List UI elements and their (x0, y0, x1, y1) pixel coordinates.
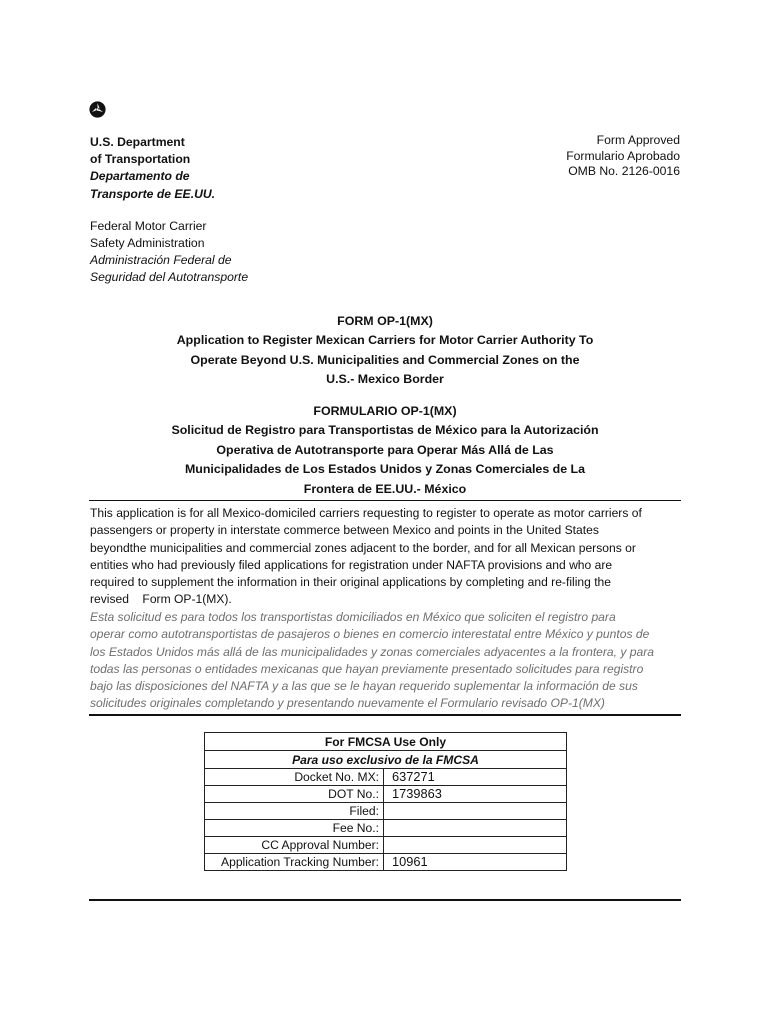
desc-en-line: revised Form OP-1(MX). (90, 592, 232, 607)
admin-en-line2: Safety Administration (90, 236, 205, 251)
desc-en-line: entities who had previously filed applications for registration under NAFTA provisions and who are (90, 557, 613, 572)
docket-value[interactable]: 637271 (384, 769, 567, 786)
divider-top (89, 500, 681, 501)
divider-bottom (89, 899, 681, 901)
title-en-line2: Operate Beyond U.S. Municipalities and Commercial Zones on the (190, 352, 580, 367)
title-es-line2: Operativa de Autotransporte para Operar Más Allá de Las (216, 442, 554, 457)
fee-label: Fee No.: (205, 820, 384, 837)
omb-approval-block (566, 133, 680, 180)
description-es (90, 609, 684, 713)
desc-en-line: This application is for all Mexico-domiciled carriers requesting to register to operate as motor carriers of (90, 506, 642, 520)
filed-value[interactable] (384, 803, 567, 820)
desc-es-line: bajo las disposiciones del NAFTA y a las que se le hayan requerido suplementar la información de sus (90, 679, 638, 694)
admin-es-line2: Seguridad del Autotransporte (90, 270, 249, 285)
table-row (205, 803, 567, 820)
table-row (205, 820, 567, 837)
divider-middle (89, 714, 681, 716)
title-es-line3: Municipalidades de Los Estados Unidos y Zonas Comerciales de La (184, 462, 586, 477)
form-title-es (90, 402, 680, 499)
table-row (205, 786, 567, 803)
docket-label: Docket No. MX: (205, 769, 384, 786)
agency-block (90, 134, 248, 287)
desc-en-line: beyondthe municipalities and commercial zones adjacent to the border, and for all Mexican persons or (90, 540, 636, 555)
fee-value[interactable] (384, 820, 567, 837)
approval-line2: Formulario Aprobado (566, 148, 680, 163)
desc-es-line: operar como autotransportistas de pasajeros o bienes en comercio interestatal entre México y puntos de (90, 627, 650, 642)
desc-es-line: los Estados Unidos más allá de las municipalidades y zonas comerciales adyacentes a la frontera, y para (90, 644, 654, 659)
title-en-line1: Application to Register Mexican Carriers for Motor Carrier Authority To (176, 333, 594, 348)
table-row (205, 837, 567, 854)
title-es-line1: Solicitud de Registro para Transportistas de México para la Autorización (171, 423, 599, 438)
admin-es-line1: Administración Federal de (90, 253, 232, 268)
form-name-en: FORM OP-1(MX) (337, 314, 433, 328)
desc-en-line: passengers or property in interstate commerce between Mexico and points in the United States (90, 523, 599, 538)
form-title-en (90, 312, 680, 390)
dot-triskelion-icon (89, 101, 106, 118)
description-en (90, 505, 684, 609)
fmcsa-heading-es: Para uso exclusivo de la FMCSA (205, 751, 567, 769)
agency-en-line1: U.S. Department (90, 135, 185, 149)
agency-es-line2: Transporte de EE.UU. (90, 186, 216, 201)
cc-approval-label: CC Approval Number: (205, 837, 384, 854)
desc-es-line: todas las personas o entidades mexicanas que hayan previamente presentado solicitudes para registro (90, 661, 644, 676)
admin-en-line1: Federal Motor Carrier (90, 218, 207, 233)
table-row (205, 854, 567, 871)
approval-line1: Form Approved (596, 133, 680, 147)
tracking-value[interactable]: 10961 (384, 854, 567, 871)
agency-es-line1: Departamento de (90, 169, 190, 184)
dot-label: DOT No.: (205, 786, 384, 803)
tracking-label: Application Tracking Number: (205, 854, 384, 871)
desc-es-line: solicitudes originales completando y presentando nuevamente el Formulario revisado OP-1(MX) (90, 696, 605, 711)
title-es-line4: Frontera de EE.UU.- México (303, 481, 467, 496)
desc-en-line: required to supplement the information in their original applications by completing and re-filing the (90, 575, 611, 590)
agency-en-line2: of Transportation (90, 152, 191, 167)
title-en-line3: U.S.- Mexico Border (326, 372, 444, 387)
fmcsa-heading: For FMCSA Use Only (205, 733, 567, 751)
dot-value[interactable]: 1739863 (384, 786, 567, 803)
omb-number: OMB No. 2126-0016 (568, 164, 680, 179)
desc-es-line: Esta solicitud es para todos los transportistas domiciliados en México que soliciten el registro para (90, 610, 616, 624)
filed-label: Filed: (205, 803, 384, 820)
fmcsa-use-only-table (204, 732, 567, 871)
cc-approval-value[interactable] (384, 837, 567, 854)
form-name-es: FORMULARIO OP-1(MX) (313, 404, 457, 418)
table-row (205, 769, 567, 786)
